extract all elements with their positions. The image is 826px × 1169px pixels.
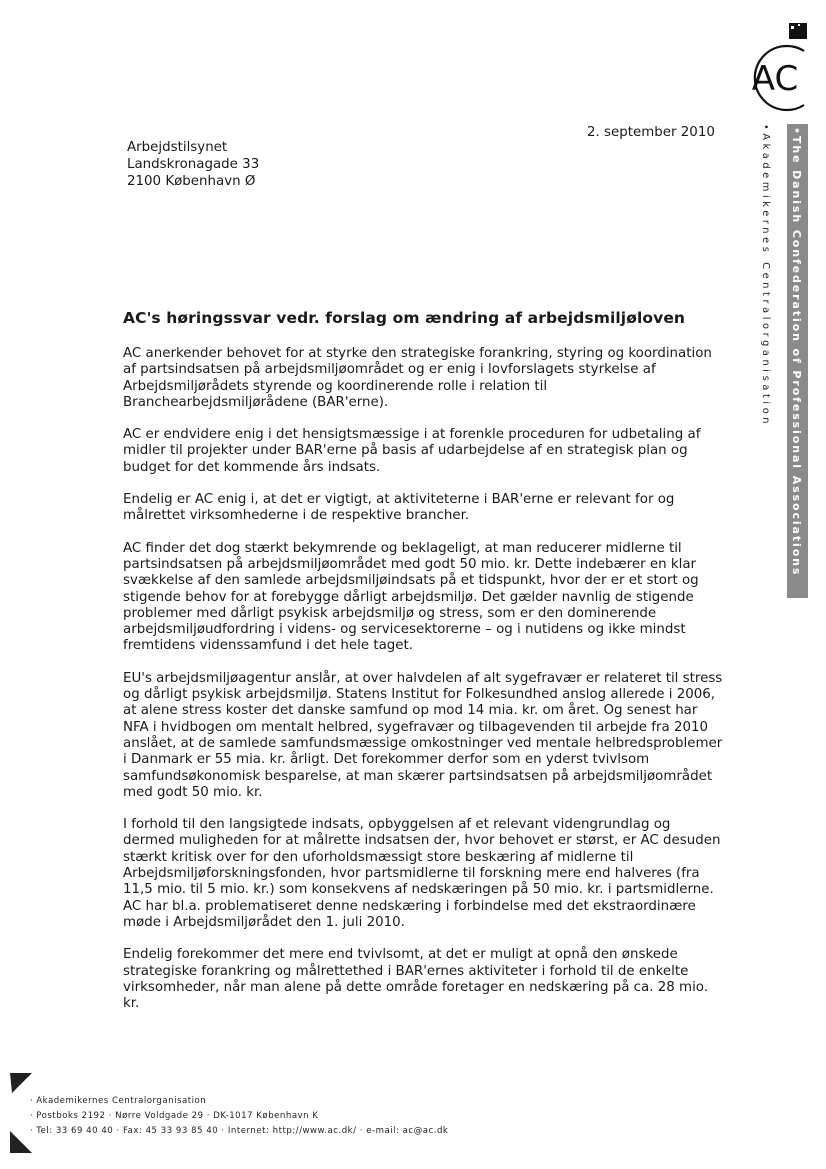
ac-logo-text: AC bbox=[751, 59, 799, 99]
footer-address: Postboks 2192 · Nørre Voldgade 29 · DK-1017 København K bbox=[36, 1111, 319, 1121]
footer-contact: Tel: 33 69 40 40 · Fax: 45 33 93 85 40 · Internet: http://www.ac.dk/ · e-mail: ac@ac.dk bbox=[36, 1126, 449, 1136]
recipient-city: 2100 København Ø bbox=[127, 174, 256, 189]
paragraph: AC er endvidere enig i det hensigtsmæssige i at forenkle proceduren for udbetaling af midler til projekter under BAR'erne på basis af udarbejdelse af en strategisk plan og budget for det kommende års indsats. bbox=[123, 427, 701, 475]
sidebar-name-english: •The Danish Confederation of Professional Associations bbox=[787, 124, 808, 598]
paragraph: Endelig forekommer det mere end tvivlsomt, at det er muligt at opnå den ønskede strategiske forankring og målrettethed i BAR'ernes aktiviteter i forhold til de enkelte virksomheder, når man alene på dette område foretager en nedskæring på ca. 28 mio. kr. bbox=[123, 947, 709, 1012]
paragraph: Endelig er AC enig i, at det er vigtigt, at aktiviteterne i BAR'erne er relevant for og målrettet virksomhederne i de respektive brancher. bbox=[123, 492, 675, 524]
paragraph: AC anerkender behovet for at styrke den strategiske forankring, styring og koordination af partsindsatsen på arbejdsmiljøområdet og er enig i lovforslagets styrkelse af Arbejdsmiljørådets styrende og koordinerende rolle i relation til Branchearbejdsmiljørådene (BAR'erne). bbox=[123, 346, 712, 410]
footer-org: Akademikernes Centralorganisation bbox=[36, 1096, 207, 1106]
letter-body bbox=[123, 346, 723, 1028]
letterhead-footer: · Akademikernes Centralorganisation · Postboks 2192 · Nørre Voldgade 29 · DK-1017 København K · Tel: 33 69 40 40 · Fax: 45 33 93 85 40 · Internet: http://www.ac.dk/ · e-mail: ac@ac.dk bbox=[30, 1096, 449, 1136]
paragraph: EU's arbejdsmiljøagentur anslår, at over halvdelen af alt sygefravær er relateret til stress og dårligt psykisk arbejdsmiljø. Statens Institut for Folkesundhed anslog allerede i 2006, at alene stress koster det danske samfund op mod 14 mia. kr. om året. Og senest har NFA i hvidbogen om mentalt helbred, sygefravær og tilbagevenden til arbejde fra 2010 anslået, at de samlede samfundsmæssige omkostninger ved mentale helbredsproblemer i Danmark er 55 mia. kr. årligt. Det forekommer derfor som en yderst tvivlsom samfundsøkonomisk besparelse, at man skærer partsindsatsen på arbejdsmiljøområdet med godt 50 mio. kr. bbox=[123, 670, 723, 800]
recipient-name: Arbejdstilsynet bbox=[127, 140, 228, 155]
sidebar-name-danish: •Akademikernes Centralorganisation bbox=[760, 124, 771, 428]
recipient-address bbox=[127, 139, 259, 190]
corner-mark-icon bbox=[789, 23, 807, 39]
letter-date: 2. september 2010 bbox=[587, 125, 715, 140]
letter-title: AC's høringssvar vedr. forslag om ændring af arbejdsmiljøloven bbox=[123, 309, 686, 327]
paragraph: I forhold til den langsigtede indsats, opbyggelsen af et relevant videngrundlag og dermed muligheden for at målrette indsatsen der, hvor behovet er størst, er AC desuden stærkt kritisk over for den uforholdsmæssigt store beskæring af midlerne til Arbejdsmiljøforskningsfonden, hvor partsmidlerne til forskning mere end halveres (fra 11,5 mio. til 5 mio. kr.) som konsekvens af nedskæringen på 50 mio. kr. i partsmidlerne. AC har bl.a. problematiseret denne nedskæring i forbindelse med det ekstraordinære møde i Arbejdsmiljørådet den 1. juli 2010. bbox=[123, 817, 721, 930]
recipient-street: Landskronagade 33 bbox=[127, 157, 260, 172]
paragraph: AC finder det dog stærkt bekymrende og beklageligt, at man reducerer midlerne til partsindsatsen på arbejdsmiljøområdet med godt 50 mio. kr. Dette indebærer en klar svækkelse af den samlede arbejdsmiljøindsats på et tidspunkt, hvor der er et stort og stigende behov for at forebygge dårligt arbejdsmiljø. Det gælder navnlig de stigende problemer med dårligt psykisk arbejdsmiljø og stress, som er den dominerende arbejdsmiljøudfordring i videns- og servicesektorerne – og i nutidens og ikke mindst fremtidens videnssamfund i det hele taget. bbox=[123, 540, 699, 654]
ac-logo bbox=[744, 43, 810, 113]
